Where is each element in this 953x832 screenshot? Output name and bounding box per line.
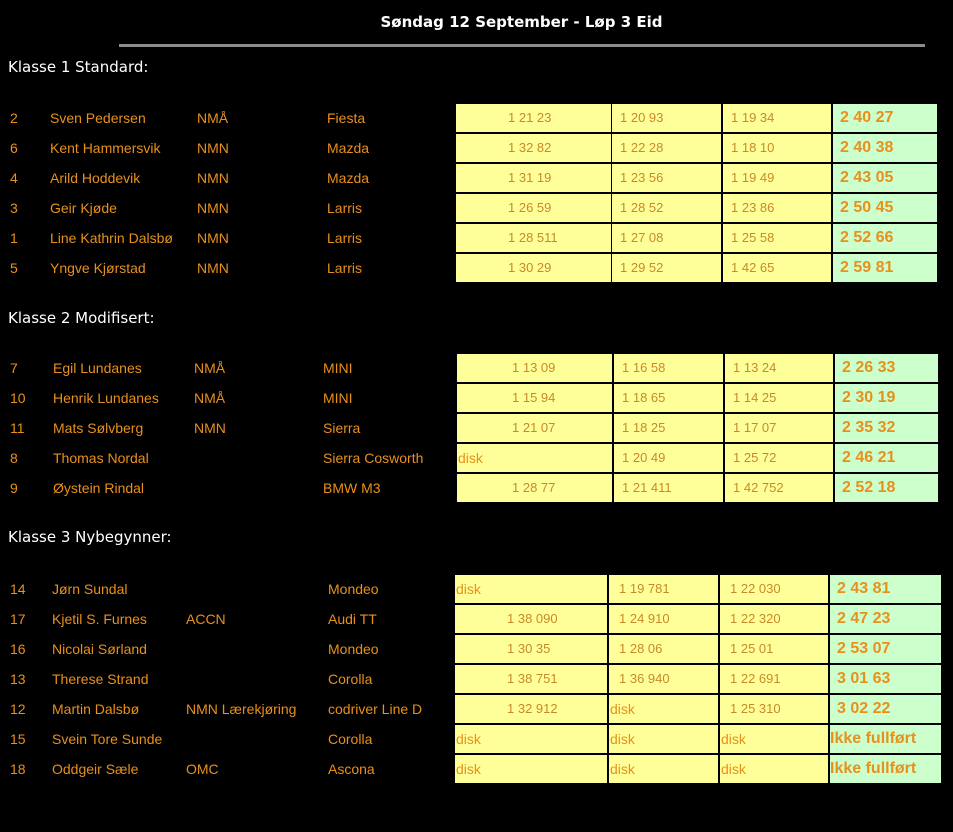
result-row (0, 444, 953, 472)
heat-2-time: 1 16 58 (614, 354, 723, 382)
car: MINI (323, 360, 353, 376)
start-number: 2 (10, 110, 18, 126)
total-time: Ikke fullført (830, 725, 941, 753)
class-heading: Klasse 1 Standard: (8, 58, 149, 76)
start-number: 13 (10, 671, 26, 687)
car: Larris (327, 230, 363, 246)
driver-name: Thomas Nordal (53, 450, 149, 466)
car: Mazda (327, 140, 370, 156)
heat-1-time: 1 28 77 (457, 474, 612, 502)
result-row (0, 194, 953, 222)
heat-3-time: 1 18 10 (723, 134, 831, 162)
heat-2-time: 1 20 93 (612, 104, 721, 132)
result-row (0, 224, 953, 252)
driver-name: Nicolai Sørland (52, 641, 147, 657)
total-time: 2 26 33 (835, 354, 938, 382)
driver-name: Oddgeir Sæle (52, 761, 139, 777)
car: Mondeo (328, 581, 379, 597)
result-row (0, 725, 953, 753)
result-row (0, 384, 953, 412)
heat-3-time: 1 19 49 (723, 164, 831, 192)
start-number: 7 (10, 360, 18, 376)
heat-1-time: 1 28 511 (456, 224, 611, 252)
car: Mondeo (328, 641, 379, 657)
heat-3-time: 1 25 58 (723, 224, 831, 252)
driver-name: Yngve Kjørstad (50, 260, 146, 276)
result-row (0, 414, 953, 442)
heat-3-time: 1 25 72 (725, 444, 833, 472)
heat-3-time: 1 22 320 (720, 605, 828, 633)
heat-1-time: 1 30 35 (455, 635, 607, 663)
heat-2-time: 1 36 940 (609, 665, 718, 693)
total-time: 2 59 81 (833, 254, 937, 282)
car: Sierra Cosworth (323, 450, 424, 466)
heat-2-time: 1 18 25 (614, 414, 723, 442)
driver-name: Mats Sølvberg (53, 420, 144, 436)
car: BMW M3 (323, 480, 381, 496)
total-time: 2 40 27 (833, 104, 937, 132)
start-number: 15 (10, 731, 26, 747)
heat-3-time: 1 25 310 (720, 695, 828, 723)
heat-2-time: 1 28 06 (609, 635, 718, 663)
start-number: 9 (10, 480, 18, 496)
driver-name: Henrik Lundanes (53, 390, 159, 406)
heat-1-time: disk (457, 444, 612, 472)
total-time: 3 02 22 (830, 695, 941, 723)
heat-3-time: 1 42 65 (723, 254, 831, 282)
start-number: 14 (10, 581, 26, 597)
total-time: 2 52 66 (833, 224, 937, 252)
total-time: 3 01 63 (830, 665, 941, 693)
heat-2-time: 1 18 65 (614, 384, 723, 412)
driver-name: Geir Kjøde (50, 200, 117, 216)
result-row (0, 254, 953, 282)
heat-1-time: 1 21 07 (457, 414, 612, 442)
result-row (0, 605, 953, 633)
total-time: 2 46 21 (835, 444, 938, 472)
result-row (0, 134, 953, 162)
result-row (0, 474, 953, 502)
heat-2-time: 1 27 08 (612, 224, 721, 252)
total-time: Ikke fullført (830, 755, 941, 783)
start-number: 12 (10, 701, 26, 717)
heat-1-time: 1 38 751 (455, 665, 607, 693)
club: NMN (197, 170, 229, 186)
heat-2-time: 1 24 910 (609, 605, 718, 633)
total-time: 2 40 38 (833, 134, 937, 162)
class-heading: Klasse 2 Modifisert: (8, 309, 155, 327)
club: ACCN (186, 611, 226, 627)
heat-2-time: disk (609, 725, 718, 753)
result-row (0, 575, 953, 603)
heat-1-time: 1 32 82 (456, 134, 611, 162)
car: Fiesta (327, 110, 366, 126)
page-title: Søndag 12 September - Løp 3 Eid (380, 13, 663, 31)
car: Larris (327, 260, 363, 276)
heat-2-time: 1 23 56 (612, 164, 721, 192)
car: Corolla (328, 731, 373, 747)
result-row (0, 635, 953, 663)
heat-3-time: 1 13 24 (725, 354, 833, 382)
heat-2-time: 1 29 52 (612, 254, 721, 282)
start-number: 18 (10, 761, 26, 777)
start-number: 11 (10, 420, 25, 436)
driver-name: Martin Dalsbø (52, 701, 140, 717)
start-number: 16 (10, 641, 26, 657)
car: Larris (327, 200, 363, 216)
club: NMN Lærekjøring (186, 701, 297, 717)
heat-1-time: 1 30 29 (456, 254, 611, 282)
driver-name: Sven Pedersen (50, 110, 146, 126)
total-time: 2 30 19 (835, 384, 938, 412)
club: OMC (186, 761, 219, 777)
result-row (0, 755, 953, 783)
heat-2-time: 1 20 49 (614, 444, 723, 472)
heat-3-time: 1 22 030 (720, 575, 828, 603)
club: NMN (197, 230, 229, 246)
car: Corolla (328, 671, 373, 687)
total-time: 2 43 05 (833, 164, 937, 192)
start-number: 4 (10, 170, 18, 186)
heat-1-time: 1 32 912 (455, 695, 607, 723)
driver-name: Egil Lundanes (53, 360, 142, 376)
total-time: 2 52 18 (835, 474, 938, 502)
heat-1-time: disk (455, 755, 607, 783)
driver-name: Therese Strand (52, 671, 149, 687)
heat-1-time: 1 31 19 (456, 164, 611, 192)
start-number: 8 (10, 450, 18, 466)
driver-name: Jørn Sundal (52, 581, 128, 597)
club: NMÅ (194, 390, 226, 406)
club: NMÅ (197, 110, 229, 126)
driver-name: Svein Tore Sunde (52, 731, 163, 747)
heat-1-time: 1 13 09 (457, 354, 612, 382)
heat-3-time: 1 14 25 (725, 384, 833, 412)
result-row (0, 164, 953, 192)
car: MINI (323, 390, 353, 406)
total-time: 2 43 81 (830, 575, 941, 603)
result-row (0, 104, 953, 132)
club: NMÅ (194, 360, 226, 376)
driver-name: Arild Hoddevik (50, 170, 141, 186)
heat-2-time: 1 22 28 (612, 134, 721, 162)
driver-name: Øystein Rindal (53, 480, 145, 496)
club: NMN (194, 420, 226, 436)
heat-3-time: 1 22 691 (720, 665, 828, 693)
club: NMN (197, 200, 229, 216)
heat-1-time: 1 26 59 (456, 194, 611, 222)
heat-1-time: disk (455, 575, 607, 603)
result-row (0, 354, 953, 382)
driver-name: Kjetil S. Furnes (52, 611, 147, 627)
car: codriver Line D (328, 701, 423, 717)
heat-1-time: 1 21 23 (456, 104, 611, 132)
title-divider (119, 44, 925, 47)
club: NMN (197, 260, 229, 276)
total-time: 2 50 45 (833, 194, 937, 222)
driver-name: Line Kathrin Dalsbø (50, 230, 173, 246)
car: Mazda (327, 170, 370, 186)
total-time: 2 47 23 (830, 605, 941, 633)
start-number: 5 (10, 260, 18, 276)
total-time: 2 53 07 (830, 635, 941, 663)
heat-1-time: 1 15 94 (457, 384, 612, 412)
heat-3-time: 1 19 34 (723, 104, 831, 132)
heat-3-time: disk (720, 725, 828, 753)
result-row (0, 665, 953, 693)
club: NMN (197, 140, 229, 156)
start-number: 17 (10, 611, 26, 627)
class-heading: Klasse 3 Nybegynner: (8, 528, 172, 546)
heat-3-time: 1 25 01 (720, 635, 828, 663)
heat-1-time: disk (455, 725, 607, 753)
heat-2-time: 1 19 781 (609, 575, 718, 603)
car: Audi TT (328, 611, 377, 627)
heat-2-time: disk (609, 695, 718, 723)
car: Sierra (323, 420, 361, 436)
start-number: 3 (10, 200, 18, 216)
driver-name: Kent Hammersvik (50, 140, 161, 156)
start-number: 1 (10, 230, 18, 246)
heat-2-time: 1 28 52 (612, 194, 721, 222)
heat-3-time: disk (720, 755, 828, 783)
heat-3-time: 1 42 752 (725, 474, 833, 502)
heat-3-time: 1 23 86 (723, 194, 831, 222)
result-row (0, 695, 953, 723)
heat-3-time: 1 17 07 (725, 414, 833, 442)
heat-2-time: 1 21 411 (614, 474, 723, 502)
car: Ascona (328, 761, 375, 777)
start-number: 10 (10, 390, 26, 406)
start-number: 6 (10, 140, 18, 156)
heat-1-time: 1 38 090 (455, 605, 607, 633)
heat-2-time: disk (609, 755, 718, 783)
total-time: 2 35 32 (835, 414, 938, 442)
